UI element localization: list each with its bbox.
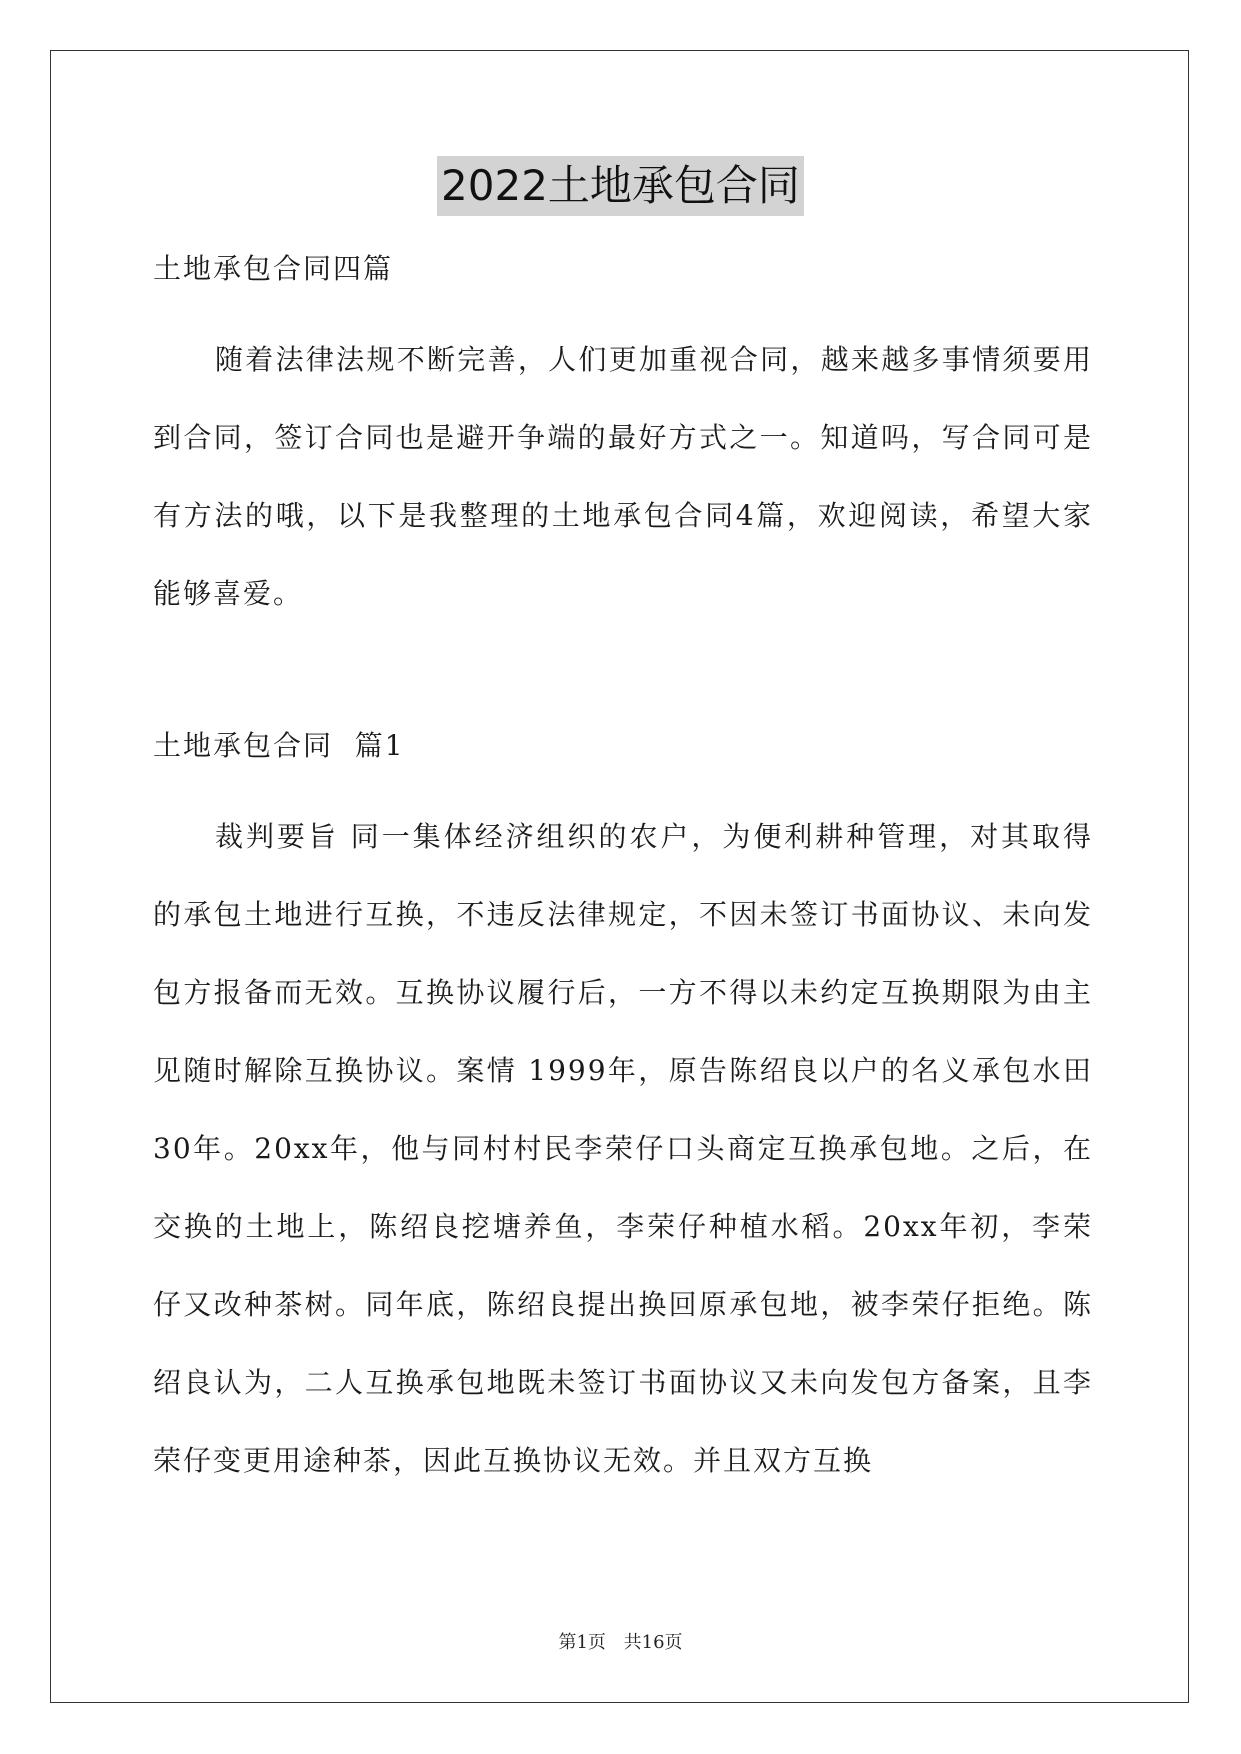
page-total: 共16页: [623, 1632, 683, 1653]
section-heading: 土地承包合同 篇1: [153, 729, 405, 762]
title-container: [0, 156, 1241, 216]
document-body: [153, 244, 1093, 1500]
page-number: 第1页: [558, 1632, 606, 1653]
document-subtitle: 土地承包合同四篇: [153, 252, 394, 285]
spacer: [153, 771, 1093, 798]
section-paragraph: 裁判要旨 同一集体经济组织的农户，为便利耕种管理，对其取得的承包土地进行互换，不违反法律规定，不因未签订书面协议、未向发包方报备而无效。互换协议履行后，一方不得以未约定互换期限为由主见随时解除互换协议。案情 1999年，原告陈绍良以户的名义承包水田30年。20xx年，他与同村村民李荣仔口头商定互换承包地。之后，在交换的土地上，陈绍良挖塘养鱼，李荣仔种植水稻。20xx年初，李荣仔又改种茶树。同年底，陈绍良提出换回原承包地，被李荣仔拒绝。陈绍良认为，二人互换承包地既未签订书面协议又未向发包方备案，且李荣仔变更用途种茶，因此互换协议无效。并且双方互换: [153, 820, 1093, 1477]
intro-paragraph: 随着法律法规不断完善，人们更加重视合同，越来越多事情须要用到合同，签订合同也是避开争端的最好方式之一。知道吗，写合同可是有方法的哦，以下是我整理的土地承包合同4篇，欢迎阅读，希望大家能够喜爱。: [153, 343, 1093, 610]
spacer: [153, 294, 1093, 321]
page-footer: [0, 1628, 1241, 1654]
spacer: [153, 633, 1093, 721]
document-title: 2022土地承包合同: [437, 156, 804, 216]
